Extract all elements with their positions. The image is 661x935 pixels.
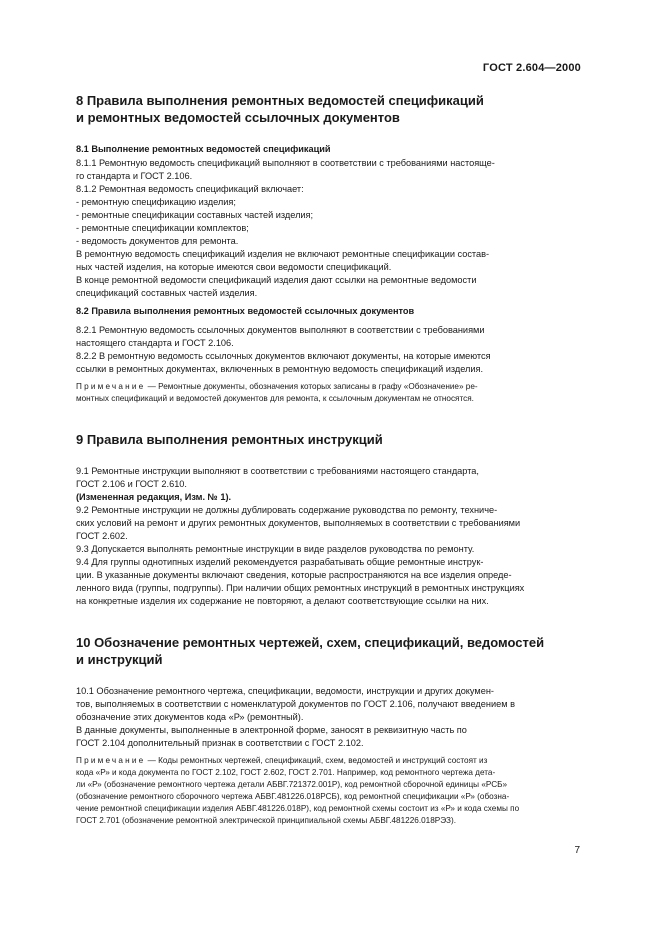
page-number: 7 [574,845,580,856]
section-8-title [76,92,581,126]
para-9-1-line1: 9.1 Ремонтные инструкции выполняют в соответствии с требованиями настоящего стандарта, [76,466,479,476]
section-10-title-line2: и инструкций [76,652,163,667]
para-9-4-line3: ленного вида (группы, подгруппы). При наличии общих ремонтных инструкций в ремонтных инструкциях [76,583,525,593]
list-item: - ведомость документов для ремонта. [76,236,239,246]
para-8-2-2-line1: 8.2.2 В ремонтную ведомость ссылочных документов включают документы, на которые имеются [76,351,491,361]
note-10-line3: ли «Р» (обозначение ремонтного чертежа детали АБВГ.721372.001Р), код ремонтной сборочной единицы «РСБ» [76,780,508,789]
edited-edition-note: (Измененная редакция, Изм. № 1). [76,492,232,502]
para-8-2-1-line2: настоящего стандарта и ГОСТ 2.106. [76,338,234,348]
para-9-4-line2: ции. В указанные документы включают сведения, которые распространяются на все изделия опреде- [76,570,512,580]
para-9-3: 9.3 Допускается выполнять ремонтные инструкции в виде разделов руководства по ремонту. [76,544,475,554]
para-9-2-line1: 9.2 Ремонтные инструкции не должны дублировать содержание руководства по ремонту, техниче- [76,505,498,515]
para-8-1-1 [76,157,581,183]
para-8-1-2-b-line2: спецификаций составных частей изделия. [76,288,258,298]
para-8-2-1 [76,324,581,350]
para-9-2 [76,504,581,543]
note-10-line2: кода «Р» и кода документа по ГОСТ 2.102, ГОСТ 2.602, ГОСТ 2.701. Например, код ремонтного чертежа дета- [76,768,496,777]
para-9-1 [76,465,581,491]
para-8-2-1-line1: 8.2.1 Ремонтную ведомость ссылочных документов выполняют в соответствии с требованиями [76,325,485,335]
para-10-1-line3: обозначение этих документов кода «Р» (ремонтный). [76,712,304,722]
list-item: - ремонтную спецификацию изделия; [76,197,236,207]
note-8-line1: — Ремонтные документы, обозначения которых записаны в графу «Обозначение» ре- [145,382,478,391]
note-8-line2: монтных спецификаций и ведомостей документов для ремонта, к ссылочным документам не относятся. [76,394,474,403]
section-8-title-line2: и ремонтных ведомостей ссылочных документов [76,110,400,125]
note-section-8 [76,381,581,405]
para-8-2-2 [76,350,581,376]
note-10-line6: ГОСТ 2.701 (обозначение ремонтной электрической принципиальной схемы АБВГ.481226.018РЭЗ). [76,816,456,825]
para-8-1-2-a-line1: В ремонтную ведомость спецификаций изделия не включают ремонтные спецификации состав- [76,249,490,259]
para-10-1-line1: 10.1 Обозначение ремонтного чертежа, спецификации, ведомости, инструкции и других докумен- [76,686,494,696]
note-section-10 [76,755,581,827]
para-10-2-line1: В данные документы, выполненные в электронной форме, заносят в реквизитную часть по [76,725,467,735]
para-10-1-line2: тов, выполняемых в соответствии с номенклатурой документов по ГОСТ 2.106, получают введением в [76,699,515,709]
section-10-title [76,634,581,668]
note-label: Примечание [76,382,146,391]
para-8-1-1-line1: 8.1.1 Ремонтную ведомость спецификаций выполняют в соответствии с требованиями настояще- [76,158,495,168]
para-8-1-2: 8.1.2 Ремонтная ведомость спецификаций включает: [76,184,304,194]
section-8-title-line1: 8 Правила выполнения ремонтных ведомостей спецификаций [76,93,484,108]
para-9-2-line3: ГОСТ 2.602. [76,531,128,541]
list-item: - ремонтные спецификации составных частей изделия; [76,210,314,220]
doc-code-header: ГОСТ 2.604—2000 [482,62,581,74]
note-10-line1: — Коды ремонтных чертежей, спецификаций, схем, ведомостей и инструкций состоят из [145,756,488,765]
page-content [76,92,581,827]
list-item: - ремонтные спецификации комплектов; [76,223,249,233]
para-8-2-2-line2: ссылки в ремонтных документах, включенных в ремонтную ведомость спецификаций изделия. [76,364,484,374]
para-9-2-line2: ских условий на ремонт и других ремонтных документов, выполняемых в соответствии с требованиями [76,518,521,528]
para-8-1-2-a [76,248,581,274]
para-10-2-line2: ГОСТ 2.104 дополнительный признак в соответствии с ГОСТ 2.102. [76,738,364,748]
note-10-line4: (обозначение ремонтного сборочного чертежа АБВГ.481226.018РСБ), код ремонтной спецификации «Р» (обозна- [76,792,510,801]
note-10-line5: чение ремонтной спецификации изделия АБВГ.481226.018Р), код ремонтной схемы состоит из «Р» и кода схемы по [76,804,520,813]
para-8-1-2-a-line2: ных частей изделия, на которые имеются свои ведомости спецификаций. [76,262,392,272]
para-9-4-line4: на конкретные изделия их содержание не повторяют, а делают соответствующие ссылки на них. [76,596,489,606]
para-9-4 [76,556,581,608]
subsection-8-2-title: 8.2 Правила выполнения ремонтных ведомостей ссылочных документов [76,306,415,316]
para-9-4-line1: 9.4 Для группы однотипных изделий рекомендуется разрабатывать общие ремонтные инструк- [76,557,484,567]
para-10-1 [76,685,581,724]
para-10-2 [76,724,581,750]
note-label: Примечание [76,756,146,765]
section-10-title-line1: 10 Обозначение ремонтных чертежей, схем, спецификаций, ведомостей [76,635,545,650]
para-8-1-1-line2: го стандарта и ГОСТ 2.106. [76,171,193,181]
section-9-title: 9 Правила выполнения ремонтных инструкций [76,432,383,447]
para-8-1-2-b [76,274,581,300]
para-8-1-2-b-line1: В конце ремонтной ведомости спецификаций изделия дают ссылки на ремонтные ведомости [76,275,477,285]
subsection-8-1-title: 8.1 Выполнение ремонтных ведомостей спецификаций [76,144,331,154]
para-9-1-line2: ГОСТ 2.106 и ГОСТ 2.610. [76,479,187,489]
